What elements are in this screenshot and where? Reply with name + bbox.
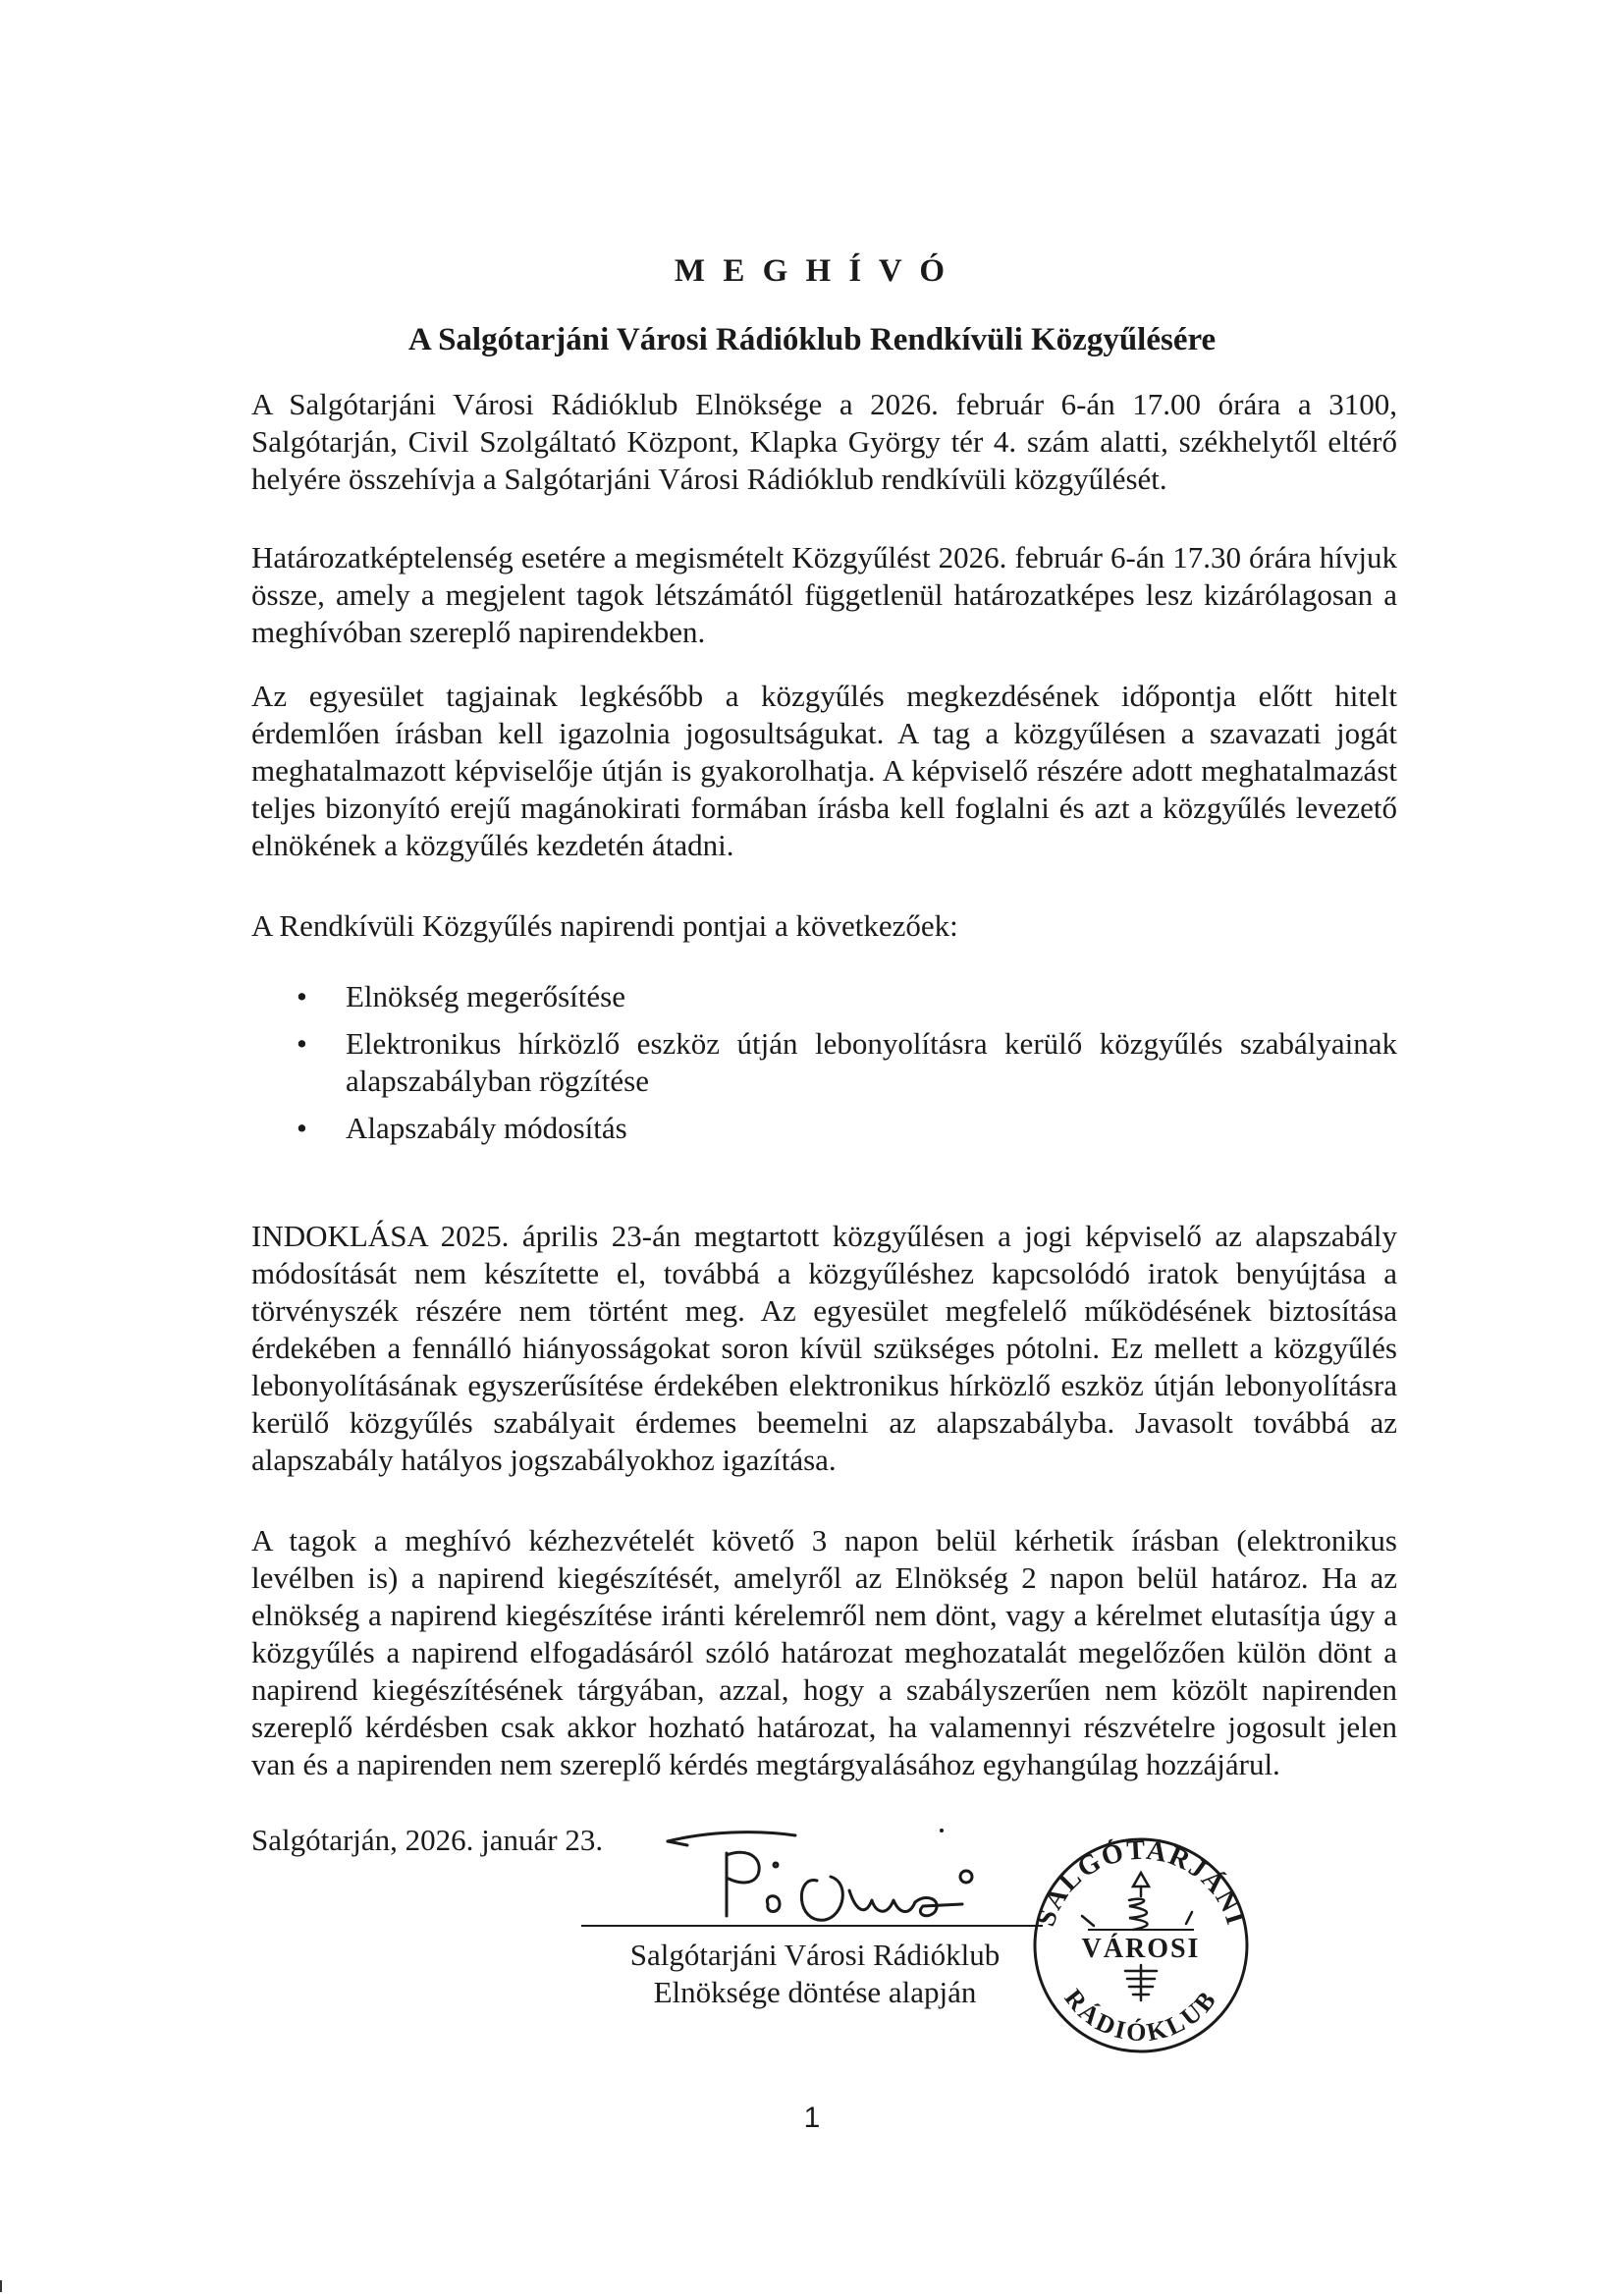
paragraph-text: A Rendkívüli Közgyűlés napirendi pontjai a következőek: (251, 908, 958, 943)
paragraph-text: INDOKLÁSA 2025. április 23-án megtartott közgyűlésen a jogi képviselő az alapszabály módosítását nem készítette el, továbbá a közgyűléshez kapcsolódó iratok benyújtása a törvényszék részére nem történt meg. Az egyesület megfelelő működésének biztosítása érdekében a fennálló hiányosságokat soron kívül szükséges pótolni. Ez mellett a közgyűlés lebonyolításának egyszerűsítése érdekében elektronikus hírközlő eszköz útján lebonyolításra kerülő közgyűlés szabályait érdemes beemelni az alapszabályba. Javasolt továbbá az alapszabály hatályos jogszabályokhoz igazítása. (251, 1219, 1397, 1477)
document-subtitle: A Salgótarjáni Városi Rádióklub Rendkívüli Közgyűlésére (407, 322, 1217, 357)
paragraph-justification (251, 1218, 1397, 1479)
signer-block (569, 1937, 1060, 2011)
agenda-item-text: Elnökség megerősítése (346, 979, 625, 1013)
stamp-text-bottom: RÁDIÓKLUB (1058, 1984, 1223, 2048)
agenda-list-container (251, 978, 1397, 1157)
page-number: 1 (803, 2102, 821, 2134)
agenda-item (251, 978, 1397, 1015)
paragraph-membership-proof (251, 678, 1397, 864)
document-title: M E G H Í V Ó (674, 253, 950, 289)
paragraph-agenda-intro (251, 907, 1397, 945)
paragraph-text: A Salgótarjáni Városi Rádióklub Elnöksége a 2026. február 6-án 17.00 órára a 3100, Salgótarján, Civil Szolgáltató Központ, Klapka György tér 4. szám alatti, székhelytől eltérő helyére összehívja a Salgótarjáni Városi Rádióklub rendkívüli közgyűlését. (251, 387, 1397, 496)
paragraph-agenda-amendment (251, 1522, 1397, 1783)
club-stamp-image (1023, 1822, 1259, 2057)
scan-edge-mark (0, 2280, 2, 2292)
stamp-text-top: SALGÓTARJÁNI (1030, 1834, 1252, 1931)
paragraph-text: A tagok a meghívó kézhezvételét követő 3 napon belül kérhetik írásban (elektronikus levélben is) a napirend kiegészítését, amelyről az Elnökség 2 napon belül határoz. Ha az elnökség a napirend kiegészítése iránti kérelemről nem dönt, vagy a kérelmet elutasítja úgy a közgyűlés a napirend elfogadásáról szóló határozat meghozatalát megelőzően külön dönt a napirend kiegészítésének tárgyában, azzal, hogy a szabályszerűen nem közölt napirenden szereplő kérdésben csak akkor hozható határozat, ha valamennyi részvételre jogosult jelen van és a napirenden nem szereplő kérdés megtárgyalásához egyhangúlag hozzájárul. (251, 1523, 1397, 1781)
paragraph-text: Határozatképtelenség esetére a megismételt Közgyűlést 2026. február 6-án 17.30 órára hívjuk össze, amely a megjelent tagok létszámától függetlenül határozatképes lesz kizárólagosan a meghívóban szereplő napirendekben. (251, 540, 1397, 649)
place-date-text: Salgótarján, 2026. január 23. (251, 1823, 604, 1857)
agenda-item (251, 1110, 1397, 1147)
paragraph-convening (251, 386, 1397, 498)
bullet-icon: • (297, 1026, 307, 1061)
agenda-item-text: Alapszabály módosítás (346, 1111, 627, 1145)
signature-image (648, 1822, 1001, 1930)
agenda-item-text: Elektronikus hírközlő eszköz útján lebonyolításra kerülő közgyűlés szabályainak alapszabályban rögzítése (346, 1026, 1397, 1098)
agenda-list (251, 978, 1397, 1147)
agenda-item (251, 1025, 1397, 1100)
paragraph-text: Az egyesület tagjainak legkésőbb a közgyűlés megkezdésének időpontja előtt hitelt érdemlően írásban kell igazolnia jogosultságukat. A tag a közgyűlésen a szavazati jogát meghatalmazott képviselője útján is gyakorolhatja. A képviselő részére adott meghatalmazást teljes bizonyító erejű magánokirati formában írásba kell foglalni és azt a közgyűlés levezető elnökének a közgyűlés kezdetén átadni. (251, 679, 1397, 862)
signer-authority: Elnöksége döntése alapján (653, 1975, 977, 2009)
stamp-text-middle: VÁROSI (1081, 1934, 1201, 1964)
signature-line (581, 1925, 1043, 1927)
paragraph-quorum (251, 539, 1397, 651)
bullet-icon: • (297, 1111, 307, 1145)
bullet-icon: • (297, 979, 307, 1013)
signer-organization: Salgótarjáni Városi Rádióklub (629, 1938, 1001, 1972)
